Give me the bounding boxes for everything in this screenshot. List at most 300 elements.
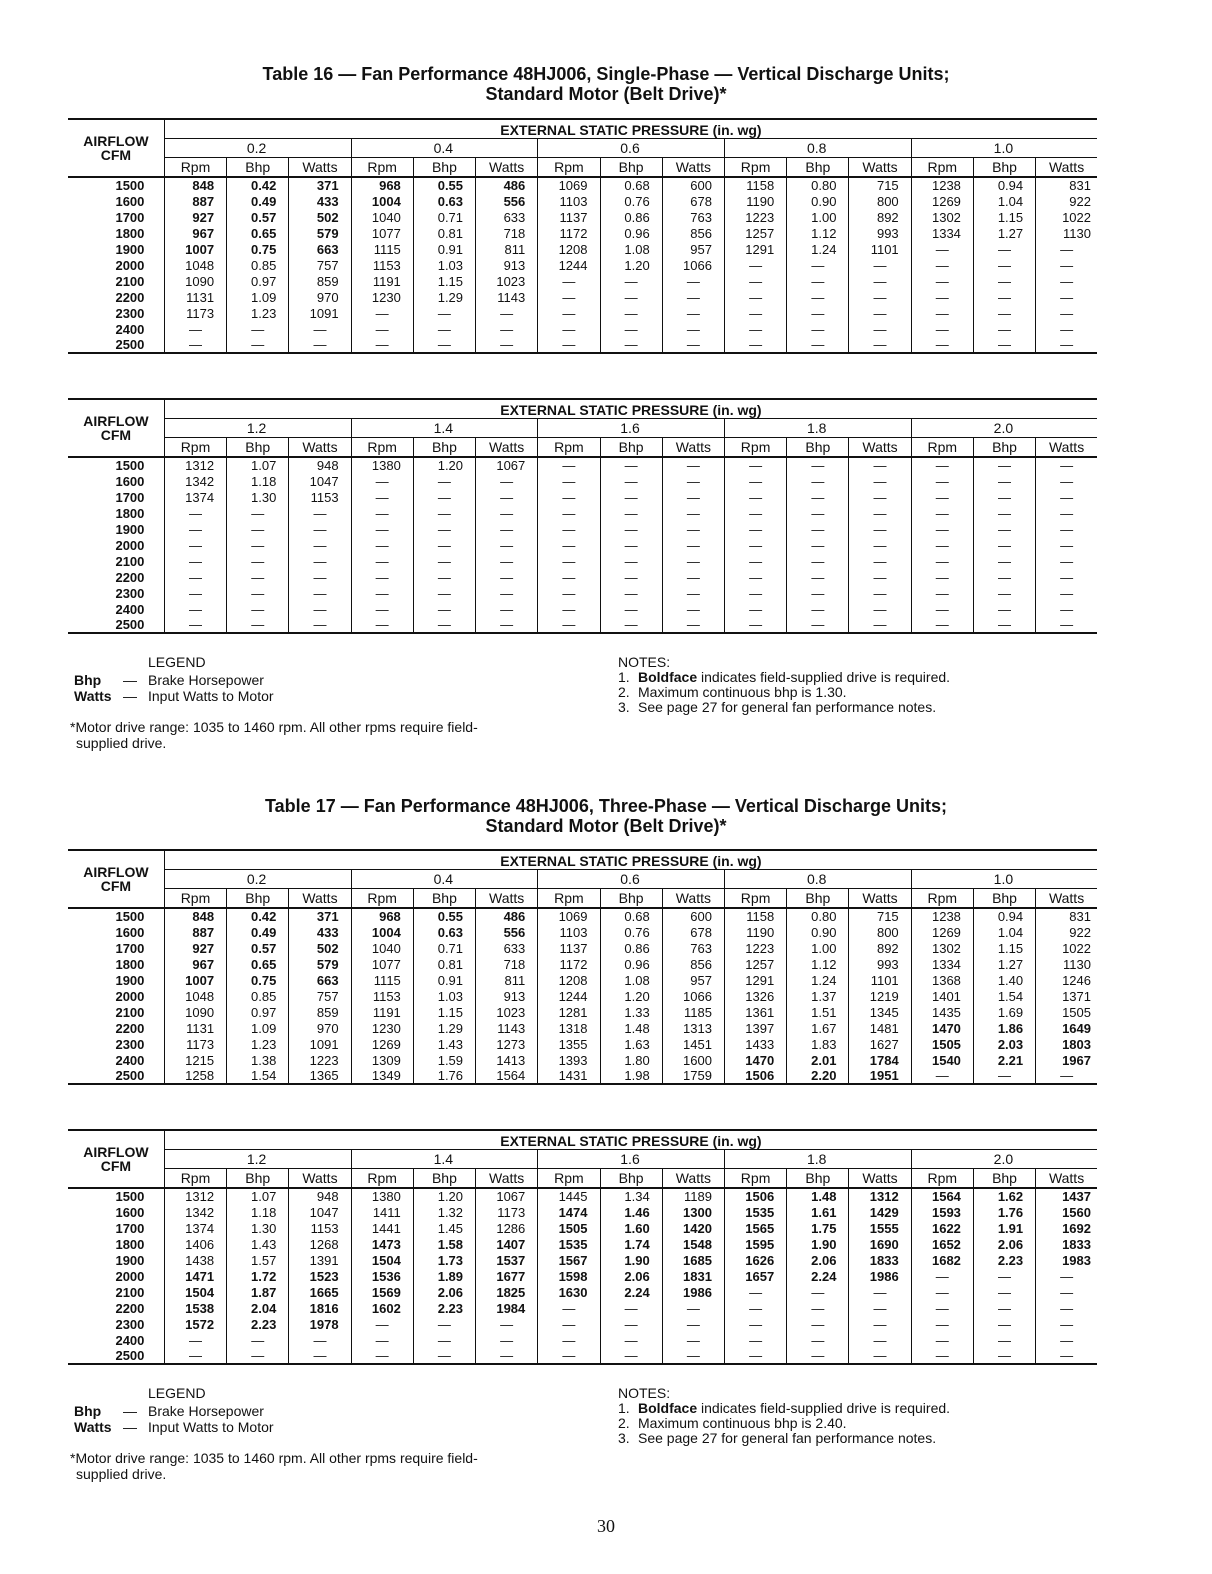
table-cell: 1445 <box>538 1188 600 1204</box>
table-cell: — <box>973 1268 1035 1284</box>
table-cell: — <box>227 553 289 569</box>
table-cell: 1.12 <box>787 225 849 241</box>
table-cell: 1153 <box>289 1220 351 1236</box>
table-cell: 1.37 <box>787 988 849 1004</box>
table-cell: 948 <box>289 457 351 473</box>
table-cell: — <box>662 521 724 537</box>
table-cell: 1.57 <box>227 1252 289 1268</box>
table-cell: 1537 <box>476 1252 538 1268</box>
table-cell: — <box>289 601 351 617</box>
table-cell: 0.55 <box>413 177 475 193</box>
table-cell: — <box>600 289 662 305</box>
table-cell: 1.54 <box>973 988 1035 1004</box>
table-row <box>68 972 1097 988</box>
table-cell: 1257 <box>724 225 786 241</box>
table-cell: — <box>538 617 600 633</box>
table-cell: 556 <box>476 924 538 940</box>
table-cell: — <box>849 521 911 537</box>
table-cell: — <box>538 537 600 553</box>
table-cell: — <box>227 601 289 617</box>
table-row <box>68 193 1097 209</box>
table-cell: 1.29 <box>413 289 475 305</box>
table-cell: — <box>662 537 724 553</box>
table17-footnote <box>70 1450 570 1482</box>
table-cell: 1.40 <box>973 972 1035 988</box>
table-cell: 1.61 <box>787 1204 849 1220</box>
airflow-cfm-cell: 1700 <box>68 209 164 225</box>
table-row <box>68 489 1097 505</box>
table-cell: — <box>1060 569 1074 585</box>
table-cell: 1103 <box>538 924 600 940</box>
watts-column-header: Watts <box>476 437 538 457</box>
table-cell: — <box>1060 601 1074 617</box>
table-cell: 1302 <box>911 209 973 225</box>
table-cell: 1.86 <box>973 1020 1035 1036</box>
table-cell: — <box>413 601 475 617</box>
table-cell: — <box>973 305 1035 321</box>
table-row <box>68 956 1097 972</box>
table-row <box>68 305 1097 321</box>
table-cell: — <box>289 617 351 633</box>
table-cell: — <box>351 601 413 617</box>
table-cell: 831 <box>1069 909 1091 924</box>
table-row <box>68 1036 1097 1052</box>
legend-watts-desc: Input Watts to Motor <box>148 1419 274 1435</box>
table-cell: — <box>600 537 662 553</box>
table-cell: 1.20 <box>600 988 662 1004</box>
table-cell: — <box>787 537 849 553</box>
pressure-header: 1.0 <box>911 869 1097 888</box>
table-cell: — <box>289 569 351 585</box>
table-cell: — <box>662 553 724 569</box>
table-cell: 1.33 <box>600 1004 662 1020</box>
table-cell: 0.86 <box>600 209 662 225</box>
table-cell: 0.65 <box>227 956 289 972</box>
table-cell: 811 <box>476 241 538 257</box>
airflow-label: AIRFLOW <box>83 1144 149 1160</box>
table-cell: — <box>849 601 911 617</box>
table-cell: — <box>787 601 849 617</box>
bhp-column-header: Bhp <box>227 1168 289 1188</box>
airflow-cfm-header <box>68 850 164 908</box>
table-cell: — <box>911 241 973 257</box>
table-cell: 1091 <box>289 305 351 321</box>
table-cell: 663 <box>289 972 351 988</box>
table16-notes <box>618 655 950 715</box>
table-cell: 1.27 <box>973 225 1035 241</box>
airflow-cfm-cell: 2100 <box>68 553 164 569</box>
table-cell: — <box>476 1332 538 1348</box>
table-cell: 993 <box>849 956 911 972</box>
table-cell: 887 <box>164 924 226 940</box>
table-cell: — <box>849 257 911 273</box>
table-cell: 970 <box>289 1020 351 1036</box>
table-cell: — <box>724 257 786 273</box>
table-cell: 957 <box>662 241 724 257</box>
table-cell: — <box>600 601 662 617</box>
table-cell: 856 <box>662 956 724 972</box>
table-cell: — <box>1060 1316 1074 1332</box>
legend-watts-key: Watts <box>74 1419 112 1435</box>
bhp-column-header: Bhp <box>787 157 849 177</box>
table-cell: 1986 <box>662 1284 724 1300</box>
pressure-header: 0.6 <box>538 869 725 888</box>
table-cell: — <box>1036 1068 1097 1084</box>
table-cell: — <box>351 553 413 569</box>
pressure-header: 0.2 <box>164 869 351 888</box>
table-cell: 968 <box>351 177 413 193</box>
table16-part2 <box>68 398 1097 634</box>
table-row <box>68 908 1097 924</box>
table-cell: 1007 <box>164 241 226 257</box>
table-cell: 1023 <box>476 1004 538 1020</box>
table-cell: 2.03 <box>973 1036 1035 1052</box>
table-cell: 1441 <box>351 1220 413 1236</box>
table-cell: 0.90 <box>787 924 849 940</box>
table-cell: — <box>662 457 724 473</box>
table-cell: — <box>538 321 600 337</box>
rpm-column-header: Rpm <box>164 157 226 177</box>
table-cell: 1223 <box>724 209 786 225</box>
table-row <box>68 585 1097 601</box>
table-cell: 1437 <box>1062 1189 1091 1204</box>
table-cell: 948 <box>289 1188 351 1204</box>
table-cell: — <box>973 1348 1035 1364</box>
table-cell: 1040 <box>351 209 413 225</box>
airflow-cfm-cell: 2100 <box>68 273 164 289</box>
airflow-cfm-cell: 2200 <box>68 569 164 585</box>
table-cell: — <box>476 1316 538 1332</box>
table-cell: — <box>724 537 786 553</box>
table-cell: — <box>538 1348 600 1364</box>
table-cell: 927 <box>164 209 226 225</box>
table-cell: — <box>1060 257 1074 273</box>
table-cell: 579 <box>289 225 351 241</box>
table-cell: — <box>911 257 973 273</box>
table-row <box>68 601 1097 617</box>
table-cell: 1189 <box>662 1188 724 1204</box>
table-cell: — <box>413 537 475 553</box>
table-cell: — <box>911 473 973 489</box>
table-cell: 1523 <box>289 1268 351 1284</box>
table-cell: — <box>289 321 351 337</box>
note1-text: indicates field-supplied drive is required. <box>697 1400 951 1416</box>
external-static-pressure-header: EXTERNAL STATIC PRESSURE (in. wg) <box>164 399 1097 418</box>
table-cell: 848 <box>164 908 226 924</box>
table-cell: 1.18 <box>227 1204 289 1220</box>
table-cell: 922 <box>1069 193 1091 209</box>
table17-title-line1: Table 17 — Fan Performance 48HJ006, Three-Phase — Vertical Discharge Units; <box>265 796 947 816</box>
table-cell: 831 <box>1069 178 1091 193</box>
table-cell: — <box>849 537 911 553</box>
bhp-column-header: Bhp <box>600 888 662 908</box>
table-cell: 1143 <box>476 1020 538 1036</box>
table-cell: 1.59 <box>413 1052 475 1068</box>
table-cell: — <box>1060 321 1074 337</box>
table-cell: 757 <box>289 257 351 273</box>
table-cell: 1004 <box>351 193 413 209</box>
table-cell: 1090 <box>164 1004 226 1020</box>
table-cell: — <box>164 601 226 617</box>
airflow-cfm-cell: 2400 <box>68 601 164 617</box>
table-cell: — <box>787 289 849 305</box>
table-cell: — <box>787 337 849 353</box>
table-cell: — <box>476 585 538 601</box>
table-cell: 486 <box>476 908 538 924</box>
rpm-column-header: Rpm <box>911 888 973 908</box>
table-cell: 1355 <box>538 1036 600 1052</box>
table-cell: 1.24 <box>787 972 849 988</box>
table-cell: — <box>476 337 538 353</box>
table-cell: 1.38 <box>227 1052 289 1068</box>
table-cell: — <box>413 473 475 489</box>
table-cell: — <box>849 489 911 505</box>
table-cell: 1374 <box>164 1220 226 1236</box>
table-cell: — <box>538 601 600 617</box>
table-cell: 600 <box>662 908 724 924</box>
table-cell: 1312 <box>164 457 226 473</box>
table-cell: — <box>662 473 724 489</box>
table-cell: 718 <box>476 956 538 972</box>
table-cell: 856 <box>662 225 724 241</box>
rpm-column-header: Rpm <box>351 1168 413 1188</box>
table-cell: — <box>662 337 724 353</box>
table-cell: — <box>662 1316 724 1332</box>
table-cell: 1470 <box>724 1052 786 1068</box>
table-cell: — <box>164 553 226 569</box>
table-cell: — <box>724 601 786 617</box>
table-cell: 763 <box>662 209 724 225</box>
table-cell: 1190 <box>724 924 786 940</box>
airflow-cfm-cell: 2200 <box>68 1020 164 1036</box>
table-cell: — <box>227 505 289 521</box>
airflow-cfm-cell: 1600 <box>68 193 164 209</box>
table-cell: — <box>973 569 1035 585</box>
table-cell: 1172 <box>538 225 600 241</box>
table-cell: 0.71 <box>413 209 475 225</box>
table-cell: — <box>973 241 1035 257</box>
table-cell: — <box>538 569 600 585</box>
table16-title-line1: Table 16 — Fan Performance 48HJ006, Single-Phase — Vertical Discharge Units; <box>262 64 950 84</box>
table-cell: 859 <box>289 273 351 289</box>
table-cell: 800 <box>849 193 911 209</box>
table-cell: — <box>476 601 538 617</box>
table-cell: 1622 <box>911 1220 973 1236</box>
table-cell: 579 <box>289 956 351 972</box>
table-cell: — <box>724 473 786 489</box>
table-cell: 0.96 <box>600 956 662 972</box>
table-cell: 1342 <box>164 1204 226 1220</box>
table-cell: 2.04 <box>227 1300 289 1316</box>
table17-title-line2: Standard Motor (Belt Drive)* <box>485 816 727 836</box>
table-cell: — <box>973 1300 1035 1316</box>
table-cell: — <box>973 537 1035 553</box>
table-cell: 1473 <box>351 1236 413 1252</box>
page-number: 30 <box>597 1516 615 1536</box>
table-cell: — <box>538 473 600 489</box>
table-cell: — <box>662 601 724 617</box>
table-cell: 1374 <box>164 489 226 505</box>
table-cell: — <box>849 457 911 473</box>
table-cell: 1067 <box>476 457 538 473</box>
watts-column-header: Watts <box>849 437 911 457</box>
table-cell: 1361 <box>724 1004 786 1020</box>
table-cell: — <box>600 473 662 489</box>
table-cell: — <box>164 585 226 601</box>
table-cell: — <box>538 521 600 537</box>
table-cell: 1.07 <box>227 457 289 473</box>
table-cell: — <box>538 273 600 289</box>
watts-column-header: Watts <box>1036 437 1097 457</box>
rpm-column-header: Rpm <box>538 437 600 457</box>
watts-column-header: Watts <box>662 888 724 908</box>
table-cell: — <box>849 273 911 289</box>
table-cell: — <box>973 1332 1035 1348</box>
table-cell: — <box>849 617 911 633</box>
table-cell: — <box>351 1316 413 1332</box>
table-row <box>68 177 1097 193</box>
table-cell: 1.83 <box>787 1036 849 1052</box>
table-cell: 1.15 <box>413 1004 475 1020</box>
table-cell: — <box>911 537 973 553</box>
bhp-column-header: Bhp <box>973 888 1035 908</box>
table-cell: 1538 <box>164 1300 226 1316</box>
table-cell: — <box>164 537 226 553</box>
table-cell: 1.20 <box>413 457 475 473</box>
airflow-cfm-cell: 2300 <box>68 585 164 601</box>
table-cell: 1047 <box>289 473 351 489</box>
table-cell: 1.67 <box>787 1020 849 1036</box>
table-cell: — <box>787 505 849 521</box>
airflow-cfm-cell: 1900 <box>68 972 164 988</box>
table-cell: 1173 <box>476 1204 538 1220</box>
table-cell: — <box>1060 489 1074 505</box>
table-row <box>68 1252 1097 1268</box>
table-cell: 1429 <box>849 1204 911 1220</box>
table-cell: 0.97 <box>227 1004 289 1020</box>
airflow-cfm-cell: 1600 <box>68 473 164 489</box>
table-cell: — <box>911 505 973 521</box>
table-cell: — <box>538 1332 600 1348</box>
table-cell: 0.85 <box>227 257 289 273</box>
note3-number: 3. <box>618 699 630 715</box>
table-row <box>68 1316 1097 1332</box>
table-cell: — <box>413 617 475 633</box>
table-cell: — <box>289 553 351 569</box>
table-cell: — <box>973 521 1035 537</box>
table-cell: — <box>289 521 351 537</box>
table-cell: 1244 <box>538 988 600 1004</box>
bhp-column-header: Bhp <box>413 437 475 457</box>
table-cell: 2.06 <box>413 1284 475 1300</box>
table-cell: — <box>662 273 724 289</box>
table-cell: 1.07 <box>227 1188 289 1204</box>
table-cell: 1190 <box>724 193 786 209</box>
table-cell: 1630 <box>538 1284 600 1300</box>
table-cell: 1.72 <box>227 1268 289 1284</box>
table-cell: 1505 <box>911 1036 973 1052</box>
footnote-line1: *Motor drive range: 1035 to 1460 rpm. All other rpms require field- <box>70 1450 478 1466</box>
table-cell: — <box>973 273 1035 289</box>
table-cell: 1.23 <box>227 1036 289 1052</box>
table-cell: — <box>1036 337 1097 353</box>
table-row <box>68 505 1097 521</box>
pressure-header: 0.6 <box>538 138 725 157</box>
table-cell: 1438 <box>164 1252 226 1268</box>
pressure-header: 0.8 <box>724 138 911 157</box>
table-cell: — <box>911 489 973 505</box>
table-cell: 1825 <box>476 1284 538 1300</box>
table-row <box>68 289 1097 305</box>
table-cell: — <box>849 337 911 353</box>
table-cell: 1.15 <box>413 273 475 289</box>
pressure-header: 1.0 <box>911 138 1097 157</box>
table-cell: — <box>787 305 849 321</box>
airflow-cfm-cell: 1800 <box>68 956 164 972</box>
table-row <box>68 1300 1097 1316</box>
table-cell: — <box>973 617 1035 633</box>
table-cell: — <box>538 457 600 473</box>
bhp-column-header: Bhp <box>973 1168 1035 1188</box>
table-cell: 1312 <box>164 1188 226 1204</box>
table-cell: 1131 <box>164 1020 226 1036</box>
table-cell: — <box>413 337 475 353</box>
legend-bhp-key: Bhp <box>74 672 102 688</box>
table-row <box>68 457 1097 473</box>
table-cell: — <box>911 617 973 633</box>
table-cell: — <box>787 273 849 289</box>
table-cell: 1413 <box>476 1052 538 1068</box>
table-cell: 0.81 <box>413 956 475 972</box>
table-cell: — <box>724 585 786 601</box>
footnote-line1: *Motor drive range: 1035 to 1460 rpm. All other rpms require field- <box>70 719 478 735</box>
table-cell: — <box>600 457 662 473</box>
table-cell: — <box>787 1316 849 1332</box>
table-cell: 1040 <box>351 940 413 956</box>
pressure-header: 1.6 <box>538 418 725 437</box>
table-cell: 1.98 <box>600 1068 662 1084</box>
table-row <box>68 1348 1097 1364</box>
table17-notes <box>618 1386 950 1446</box>
rpm-column-header: Rpm <box>911 437 973 457</box>
airflow-label: AIRFLOW <box>83 413 149 429</box>
table-cell: — <box>476 569 538 585</box>
watts-column-header: Watts <box>1036 1168 1097 1188</box>
table-cell: 1595 <box>724 1236 786 1252</box>
table-cell: 1.08 <box>600 972 662 988</box>
table-cell: — <box>164 569 226 585</box>
table-cell: 1555 <box>849 1220 911 1236</box>
table-cell: — <box>911 1068 973 1084</box>
pressure-header: 1.8 <box>724 1149 911 1168</box>
table-cell: 0.94 <box>973 177 1035 193</box>
table-cell: 718 <box>476 225 538 241</box>
table-cell: — <box>1060 521 1074 537</box>
table-cell: 970 <box>289 289 351 305</box>
table-cell: — <box>973 257 1035 273</box>
airflow-cfm-cell: 1800 <box>68 505 164 521</box>
legend-bhp-desc: Brake Horsepower <box>148 1403 264 1419</box>
note1-number: 1. <box>618 1400 630 1416</box>
table-cell: 1215 <box>164 1052 226 1068</box>
table-cell: — <box>787 257 849 273</box>
table-cell: — <box>413 305 475 321</box>
table-cell: 1291 <box>724 972 786 988</box>
table-cell: — <box>973 553 1035 569</box>
table-cell: 1.48 <box>600 1020 662 1036</box>
table-cell: 1172 <box>538 956 600 972</box>
table-cell: 1470 <box>911 1020 973 1036</box>
